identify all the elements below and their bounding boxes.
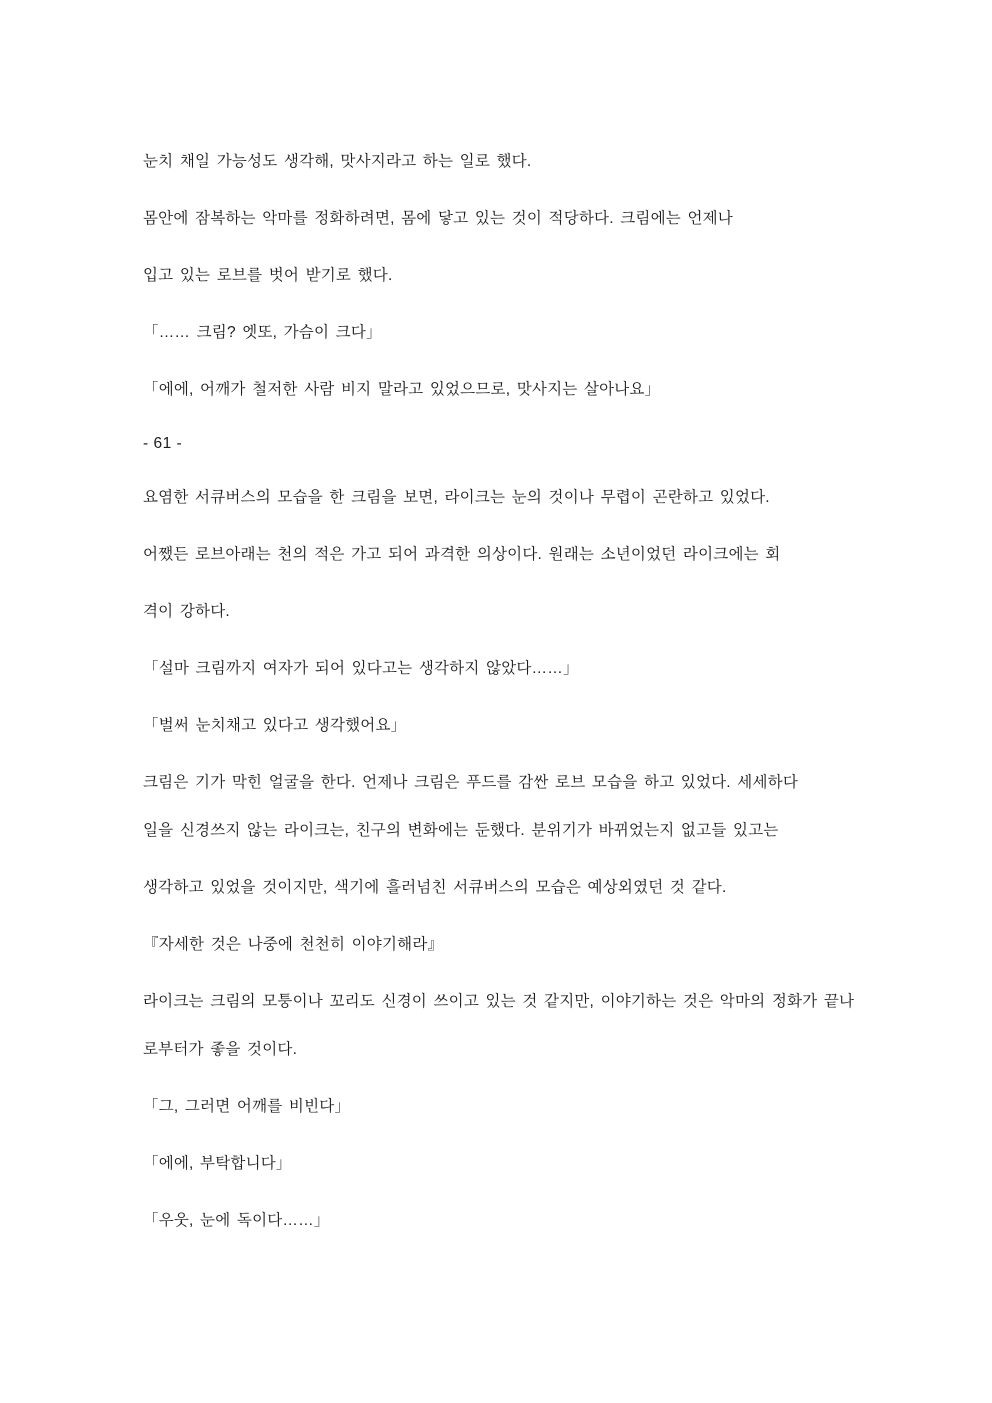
- paragraph: 「…… 크림? 엣또, 가슴이 크다」: [143, 324, 382, 342]
- paragraph: 일을 신경쓰지 않는 라이크는, 친구의 변화에는 둔했다. 분위기가 바뀌었는지 없고들 있고는: [143, 822, 779, 840]
- paragraph: 격이 강하다.: [143, 603, 230, 621]
- paragraph: 로부터가 좋을 것이다.: [143, 1041, 298, 1059]
- paragraph: 「벌써 눈치채고 있다고 생각했어요」: [143, 717, 407, 735]
- paragraph: 몸안에 잠복하는 악마를 정화하려면, 몸에 닿고 있는 것이 적당하다. 크림에는 언제나: [143, 210, 733, 228]
- paragraph: 입고 있는 로브를 벗어 받기로 했다.: [143, 267, 393, 285]
- paragraph: 크림은 기가 막힌 얼굴을 한다. 언제나 크림은 푸드를 감싼 로브 모습을 하고 있었다. 세세하다: [143, 774, 798, 792]
- paragraph: 눈치 채일 가능성도 생각해, 맛사지라고 하는 일로 했다.: [143, 153, 532, 170]
- page-number-marker: - 61 -: [143, 435, 183, 453]
- paragraph: 「우웃, 눈에 독이다……」: [143, 1212, 330, 1230]
- paragraph: 「그, 그러면 어깨를 비빈다」: [143, 1098, 351, 1116]
- paragraph: 「설마 크림까지 여자가 되어 있다고는 생각하지 않았다……」: [143, 660, 579, 678]
- paragraph: 요염한 서큐버스의 모습을 한 크림을 보면, 라이크는 눈의 것이나 무렵이 곤란하고 있었다.: [143, 489, 770, 507]
- document-body: [143, 150, 855, 1233]
- paragraph: 「에에, 어깨가 철저한 사람 비지 말라고 있었으므로, 맛사지는 살아나요」: [143, 381, 661, 399]
- paragraph: 「에에, 부탁합니다」: [143, 1155, 292, 1173]
- paragraph: 생각하고 있었을 것이지만, 색기에 흘러넘친 서큐버스의 모습은 예상외였던 것 같다.: [143, 879, 727, 897]
- paragraph: 라이크는 크림의 모퉁이나 꼬리도 신경이 쓰이고 있는 것 같지만, 이야기하는 것은 악마의 정화가 끝나: [143, 993, 855, 1011]
- paragraph: 어쨌든 로브아래는 천의 적은 가고 되어 과격한 의상이다. 원래는 소년이었던 라이크에는 회: [143, 546, 781, 564]
- paragraph: 『자세한 것은 나중에 천천히 이야기해라』: [143, 936, 444, 954]
